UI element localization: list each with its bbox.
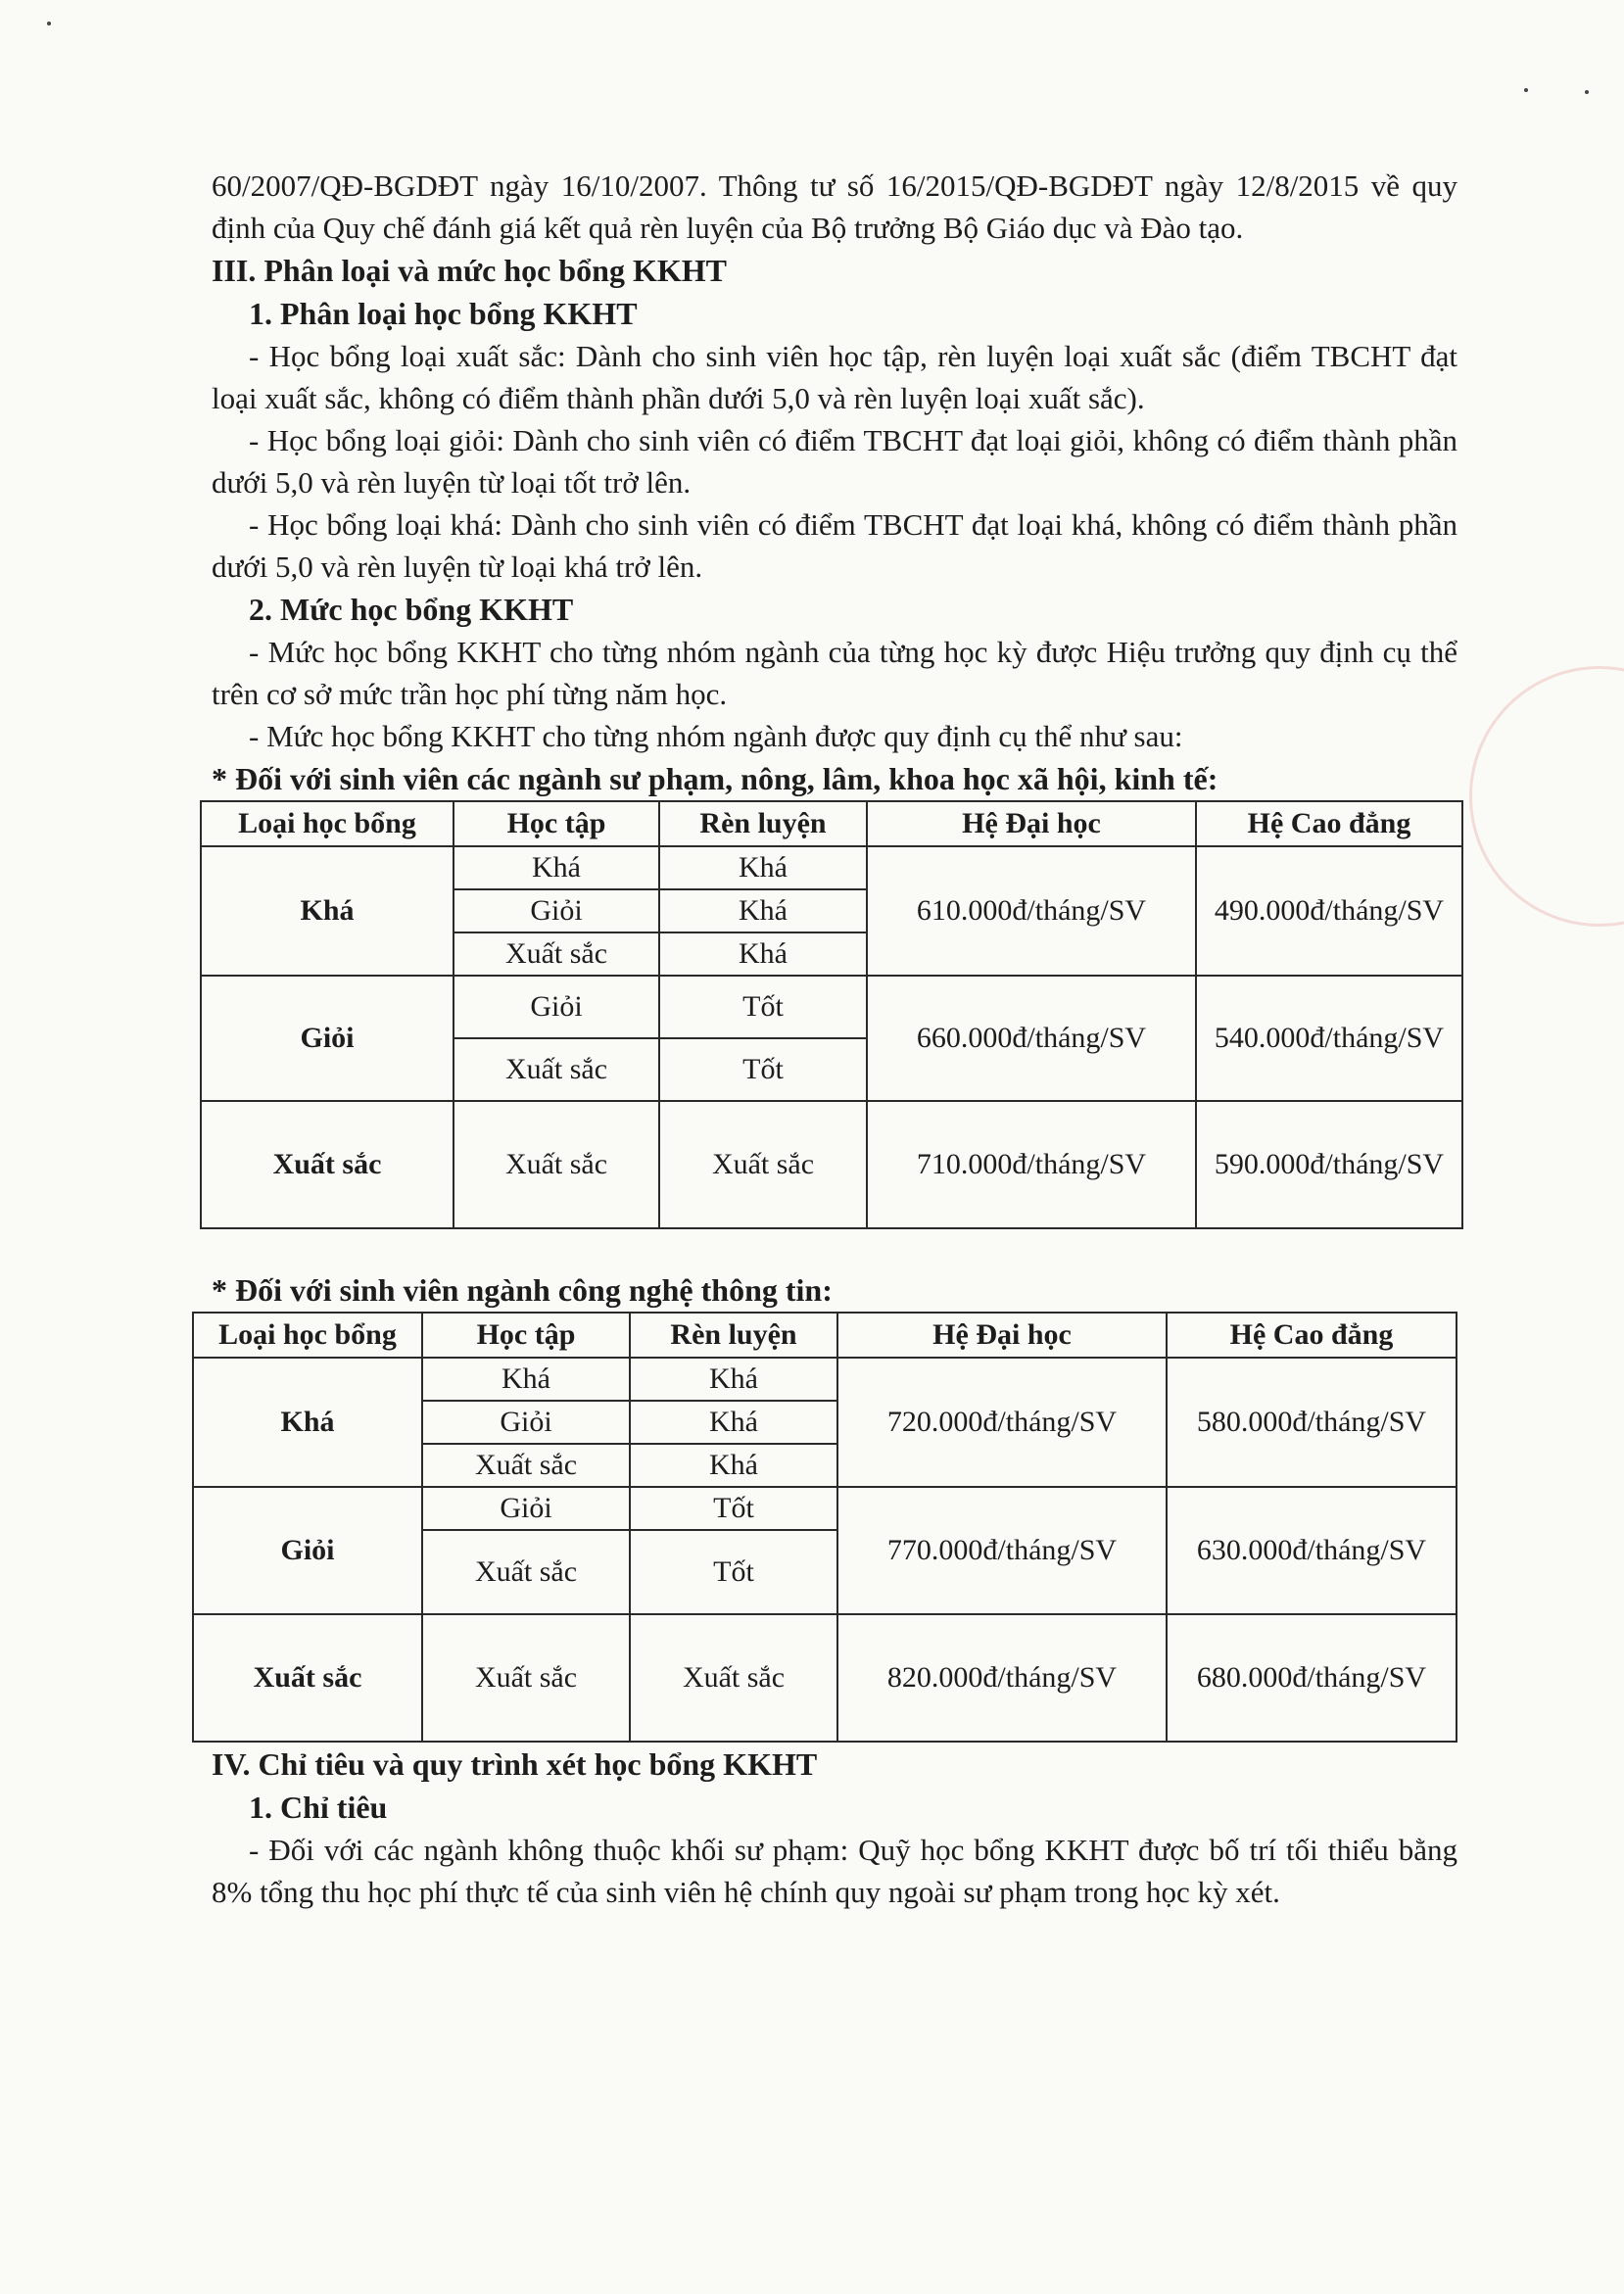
scholarship-type: Giỏi: [201, 976, 454, 1101]
section-4-title: IV. Chỉ tiêu và quy trình xét học bổng KKHT: [212, 1746, 818, 1782]
quota-rule: - Đối với các ngành không thuộc khối sư phạm: Quỹ học bổng KKHT được bố trí tối thiểu bằng 8% tổng thu học phí thực tế của sinh viên hệ chính quy ngoài sư phạm trong học kỳ xét.: [212, 1833, 1457, 1909]
college-amount: 630.000đ/tháng/SV: [1167, 1487, 1457, 1614]
study-grade: Xuất sắc: [454, 1038, 659, 1101]
section-4-1-title: 1. Chỉ tiêu: [249, 1790, 388, 1825]
table-row: [193, 1358, 1457, 1401]
university-amount: 660.000đ/tháng/SV: [867, 976, 1196, 1101]
study-grade: Khá: [422, 1358, 630, 1401]
faded-stamp-seal: [1469, 666, 1624, 927]
header-conduct: Rèn luyện: [659, 801, 867, 846]
conduct-grade: Tốt: [630, 1530, 837, 1614]
scholarship-type: Xuất sắc: [201, 1101, 454, 1228]
header-study: Học tập: [422, 1313, 630, 1358]
table-1-caption: * Đối với sinh viên các ngành sư phạm, nông, lâm, khoa học xã hội, kinh tế:: [212, 761, 1218, 796]
study-grade: Giỏi: [422, 1487, 630, 1530]
study-grade: Giỏi: [454, 889, 659, 932]
header-university: Hệ Đại học: [867, 801, 1196, 846]
table-row: [193, 1487, 1457, 1530]
conduct-grade: Tốt: [630, 1487, 837, 1530]
level-rule-2: - Mức học bổng KKHT cho từng nhóm ngành được quy định cụ thể như sau:: [249, 719, 1183, 753]
college-amount: 540.000đ/tháng/SV: [1196, 976, 1462, 1101]
section-3-1-title: 1. Phân loại học bổng KKHT: [249, 296, 638, 331]
scholarship-type: Giỏi: [193, 1487, 422, 1614]
classification-excellent: - Học bổng loại xuất sắc: Dành cho sinh viên học tập, rèn luyện loại xuất sắc (điểm TBCHT đạt loại xuất sắc, không có điểm thành phần dưới 5,0 và rèn luyện loại xuất sắc).: [212, 339, 1457, 415]
table-2-caption: * Đối với sinh viên ngành công nghệ thông tin:: [212, 1272, 833, 1308]
study-grade: Xuất sắc: [422, 1614, 630, 1742]
university-amount: 710.000đ/tháng/SV: [867, 1101, 1196, 1228]
study-grade: Xuất sắc: [454, 932, 659, 976]
university-amount: 770.000đ/tháng/SV: [837, 1487, 1167, 1614]
scholarship-type: Xuất sắc: [193, 1614, 422, 1742]
table-header-row: [201, 801, 1462, 846]
college-amount: 680.000đ/tháng/SV: [1167, 1614, 1457, 1742]
conduct-grade: Tốt: [659, 1038, 867, 1101]
study-grade: Xuất sắc: [454, 1101, 659, 1228]
table-row: [201, 1101, 1462, 1228]
conduct-grade: Xuất sắc: [630, 1614, 837, 1742]
level-rule-1: - Mức học bổng KKHT cho từng nhóm ngành của từng học kỳ được Hiệu trưởng quy định cụ thể trên cơ sở mức trần học phí từng năm học.: [212, 635, 1457, 711]
scan-speck: [1585, 90, 1589, 94]
college-amount: 490.000đ/tháng/SV: [1196, 846, 1462, 976]
college-amount: 590.000đ/tháng/SV: [1196, 1101, 1462, 1228]
header-type: Loại học bổng: [201, 801, 454, 846]
table-row: [201, 846, 1462, 889]
scholarship-table-2: [192, 1312, 1457, 1743]
header-type: Loại học bổng: [193, 1313, 422, 1358]
conduct-grade: Tốt: [659, 976, 867, 1038]
classification-good: - Học bổng loại giỏi: Dành cho sinh viên có điểm TBCHT đạt loại giỏi, không có điểm thành phần dưới 5,0 và rèn luyện từ loại tốt trở lên.: [212, 423, 1457, 500]
header-conduct: Rèn luyện: [630, 1313, 837, 1358]
college-amount: 580.000đ/tháng/SV: [1167, 1358, 1457, 1487]
conduct-grade: Xuất sắc: [659, 1101, 867, 1228]
conduct-grade: Khá: [659, 889, 867, 932]
section-3-title: III. Phân loại và mức học bổng KKHT: [212, 253, 727, 288]
document-content: [212, 165, 1457, 1913]
table-header-row: [193, 1313, 1457, 1358]
header-study: Học tập: [454, 801, 659, 846]
conduct-grade: Khá: [630, 1444, 837, 1487]
header-university: Hệ Đại học: [837, 1313, 1167, 1358]
scan-speck: [47, 22, 51, 25]
conduct-grade: Khá: [630, 1401, 837, 1444]
conduct-grade: Khá: [659, 846, 867, 889]
header-college: Hệ Cao đẳng: [1196, 801, 1462, 846]
scholarship-table-1: [200, 800, 1463, 1229]
scholarship-type: Khá: [201, 846, 454, 976]
study-grade: Xuất sắc: [422, 1530, 630, 1614]
study-grade: Giỏi: [454, 976, 659, 1038]
section-3-2-title: 2. Mức học bổng KKHT: [249, 592, 574, 627]
table-row: [201, 976, 1462, 1038]
intro-paragraph: 60/2007/QĐ-BGDĐT ngày 16/10/2007. Thông tư số 16/2015/QĐ-BGDĐT ngày 12/8/2015 về quy định của Quy chế đánh giá kết quả rèn luyện của Bộ trưởng Bộ Giáo dục và Đào tạo.: [212, 168, 1457, 245]
conduct-grade: Khá: [630, 1358, 837, 1401]
classification-fair: - Học bổng loại khá: Dành cho sinh viên có điểm TBCHT đạt loại khá, không có điểm thành phần dưới 5,0 và rèn luyện từ loại khá trở lên.: [212, 507, 1457, 584]
scholarship-type: Khá: [193, 1358, 422, 1487]
university-amount: 610.000đ/tháng/SV: [867, 846, 1196, 976]
study-grade: Xuất sắc: [422, 1444, 630, 1487]
header-college: Hệ Cao đẳng: [1167, 1313, 1457, 1358]
scan-speck: [1524, 88, 1528, 92]
table-row: [193, 1614, 1457, 1742]
university-amount: 820.000đ/tháng/SV: [837, 1614, 1167, 1742]
study-grade: Khá: [454, 846, 659, 889]
study-grade: Giỏi: [422, 1401, 630, 1444]
conduct-grade: Khá: [659, 932, 867, 976]
university-amount: 720.000đ/tháng/SV: [837, 1358, 1167, 1487]
